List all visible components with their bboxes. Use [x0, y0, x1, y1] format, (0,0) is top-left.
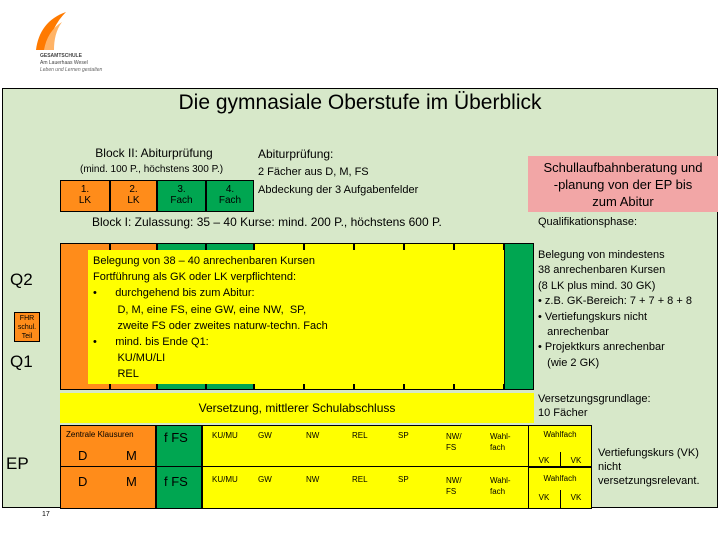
- logo-swoosh-icon: [30, 10, 70, 52]
- qual-line-7: • Projektkurs anrechenbar: [538, 341, 665, 354]
- vertiefung-line-2: nicht: [598, 461, 622, 473]
- belegung-line-8: REL: [93, 368, 139, 381]
- logo-line-3: Leben und Lernen gestalten: [40, 67, 103, 73]
- block2-col-3-label: Fach: [170, 195, 193, 206]
- wahlfach-box-2-label: Wahlfach: [543, 474, 577, 483]
- ep-r1-nwfs: NW/ FS: [446, 432, 462, 452]
- qual-line-1: Belegung von mindestens: [538, 249, 665, 261]
- ep-row-divider: [60, 466, 534, 467]
- qual-text: [538, 248, 718, 371]
- vk-2b: VK: [570, 493, 582, 502]
- logo-line-1: GESAMTSCHULE: [40, 53, 82, 59]
- abitur-line-2: Abdeckung der 3 Aufgabenfelder: [258, 184, 419, 196]
- ep-r1-kumu: KU/MU: [212, 431, 238, 440]
- page-number: 17: [42, 511, 50, 518]
- beratung-line-3: zum Abitur: [592, 194, 654, 209]
- wahlfach-box-1-label: Wahlfach: [543, 430, 577, 439]
- beratung-box: [528, 156, 718, 212]
- qual-line-4: • z.B. GK-Bereich: 7 + 7 + 8 + 8: [538, 295, 692, 308]
- ep-r1-d: D: [78, 448, 88, 463]
- beratung-line-2: -planung von der EP bis: [553, 177, 693, 192]
- block2-col-3-number: 3.: [177, 184, 186, 195]
- block2-col-2-label: LK: [127, 195, 140, 206]
- belegung-line-3: • durchgehend bis zum Abitur:: [93, 287, 255, 300]
- ep-r2-d: D: [78, 474, 88, 489]
- ep-r2-gw: GW: [258, 475, 272, 484]
- block1-title: Block I: Zulassung: 35 – 40 Kurse: mind. 200 P., höchstens 600 P.: [92, 215, 442, 229]
- block2-subtitle: (mind. 100 P., höchstens 300 P.): [80, 164, 224, 175]
- qual-course-col10: [504, 243, 534, 390]
- beratung-line-1: Schullaufbahnberatung und: [543, 160, 703, 175]
- school-logo: [30, 10, 110, 80]
- block2-col-1: [60, 180, 110, 212]
- vertiefung-line-1: Vertiefungskurs (VK): [598, 447, 699, 459]
- ep-r2-rel: REL: [352, 475, 368, 484]
- qual-line-6: anrechenbar: [538, 326, 609, 339]
- versetzungsgrundlage-line-1: Versetzungsgrundlage:: [538, 393, 651, 405]
- belegung-line-7: KU/MU/LI: [93, 352, 166, 365]
- ep-r1-rel: REL: [352, 431, 368, 440]
- ep-r1-wahlfach: Wahl- fach: [490, 432, 511, 452]
- fhr-line-3: Teil: [21, 333, 33, 340]
- ep-r1-ffs: f FS: [164, 430, 188, 445]
- belegung-line-2: Fortführung als GK oder LK verpflichtend:: [93, 271, 296, 284]
- ep-r2-nwfs: NW/ FS: [446, 476, 462, 496]
- block2-col-2: [110, 180, 157, 212]
- ep-r2-ffs: f FS: [164, 474, 188, 489]
- ep-r2-kumu: KU/MU: [212, 475, 238, 484]
- abitur-title: Abiturprüfung:: [258, 147, 334, 161]
- qual-line-2: 38 anrechenbaren Kursen: [538, 264, 666, 277]
- qual-line-8: (wie 2 GK): [538, 356, 600, 369]
- qual-line-5: • Vertiefungskurs nicht: [538, 310, 648, 323]
- qual-title: Qualifikationsphase:: [538, 216, 638, 228]
- phase-q1-label: Q1: [10, 352, 33, 371]
- fhr-box: [14, 312, 40, 342]
- vertiefung-line-3: versetzungsrelevant.: [598, 475, 700, 487]
- block2-col-2-number: 2.: [129, 184, 138, 195]
- page-title: Die gymnasiale Oberstufe im Überblick: [178, 91, 542, 114]
- fhr-line-2: schul.: [17, 324, 37, 331]
- ep-klausuren-label: Zentrale Klausuren: [66, 430, 134, 439]
- vk-2a: VK: [538, 493, 550, 502]
- ep-r1-gw: GW: [258, 431, 272, 440]
- block2-col-4-number: 4.: [225, 184, 235, 195]
- belegung-box: [88, 250, 504, 384]
- ep-r1-nw: NW: [306, 431, 320, 440]
- ep-r1-m: M: [126, 448, 137, 463]
- belegung-line-5: zweite FS oder zweites naturw-techn. Fach: [93, 319, 328, 332]
- belegung-line-1: Belegung von 38 – 40 anrechenbaren Kursen: [93, 255, 316, 267]
- block2-col-1-number: 1.: [80, 184, 90, 195]
- abitur-line-1: 2 Fächer aus D, M, FS: [258, 166, 369, 178]
- block2-col-4: [206, 180, 254, 212]
- vk-1a: VK: [538, 456, 550, 465]
- ep-r2-nw: NW: [306, 475, 320, 484]
- qual-line-3: (8 LK plus mind. 30 GK): [538, 279, 656, 292]
- versetzungsgrundlage: [538, 392, 651, 420]
- block2-title: Block II: Abiturprüfung: [95, 146, 213, 160]
- phase-q2-label: Q2: [10, 270, 33, 289]
- logo-line-2: Am Lauerhaas Wesel: [40, 60, 88, 66]
- belegung-line-6: • mind. bis Ende Q1:: [93, 336, 209, 349]
- block2-col-1-label: LK: [78, 195, 92, 206]
- ep-r2-sp: SP: [398, 475, 409, 484]
- versetzungsgrundlage-line-2: 10 Fächer: [538, 407, 588, 419]
- ep-r1-sp: SP: [398, 431, 409, 440]
- vk-1b: VK: [570, 456, 582, 465]
- fhr-line-1: FHR: [19, 315, 35, 322]
- block2-col-4-label: Fach: [218, 195, 242, 206]
- ep-r2-wahlfach: Wahl- fach: [490, 476, 511, 496]
- ep-col-rest: [202, 425, 534, 509]
- ep-r2-m: M: [126, 474, 137, 489]
- vertiefung-note: [598, 446, 700, 488]
- versetzung-band: Versetzung, mittlerer Schulabschluss: [60, 393, 534, 423]
- belegung-line-4: D, M, eine FS, eine GW, eine NW, SP,: [93, 303, 307, 316]
- phase-ep-label: EP: [6, 454, 29, 473]
- block2-col-3: [157, 180, 206, 212]
